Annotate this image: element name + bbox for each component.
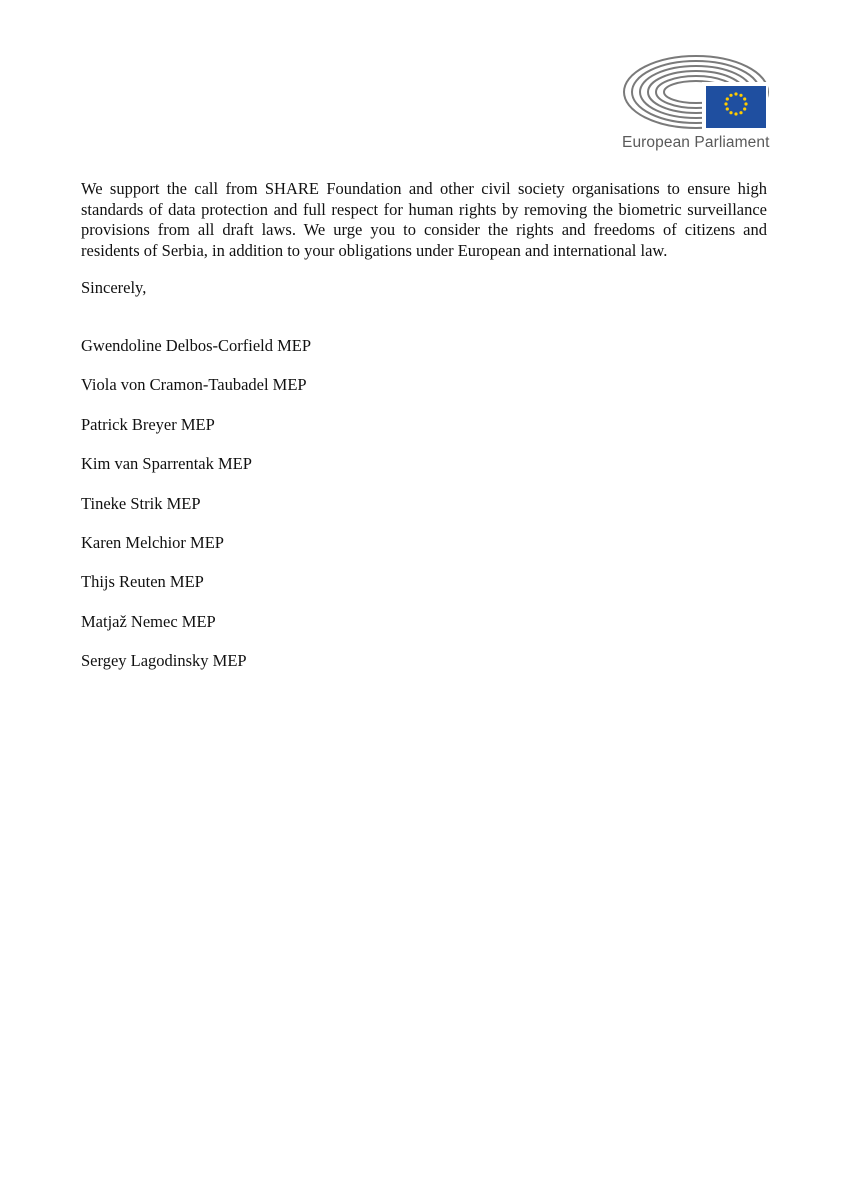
signatory-name: Patrick Breyer MEP [81, 414, 215, 434]
signatory-name: Sergey Lagodinsky MEP [81, 651, 247, 671]
signatory-name: Viola von Cramon-Taubadel MEP [81, 375, 307, 395]
signatory-name: Kim van Sparrentak MEP [81, 454, 252, 474]
signatory-name: Thijs Reuten MEP [81, 572, 204, 592]
parliament-hemicycle-icon [620, 50, 772, 130]
letter-body-paragraph: We support the call from SHARE Foundation and other civil society organisations to ensure high standards of data protection and full respect for human rights by removing the biometric surveillance provisions from all draft laws. We urge you to consider the rights and freedoms of citizens and residents of Serbia, in addition to your obligations under European and international law. [81, 179, 767, 260]
letter-closing: Sincerely, [81, 278, 147, 297]
signatories-list [81, 336, 311, 691]
signatory-name: Tineke Strik MEP [81, 493, 201, 513]
signatory-name: Karen Melchior MEP [81, 532, 224, 552]
signatory-name: Matjaž Nemec MEP [81, 611, 216, 631]
eu-flag-icon [706, 86, 766, 128]
logo-wordmark: European Parliament [622, 134, 770, 151]
signatory-name: Gwendoline Delbos-Corfield MEP [81, 336, 312, 355]
european-parliament-logo [620, 50, 772, 156]
